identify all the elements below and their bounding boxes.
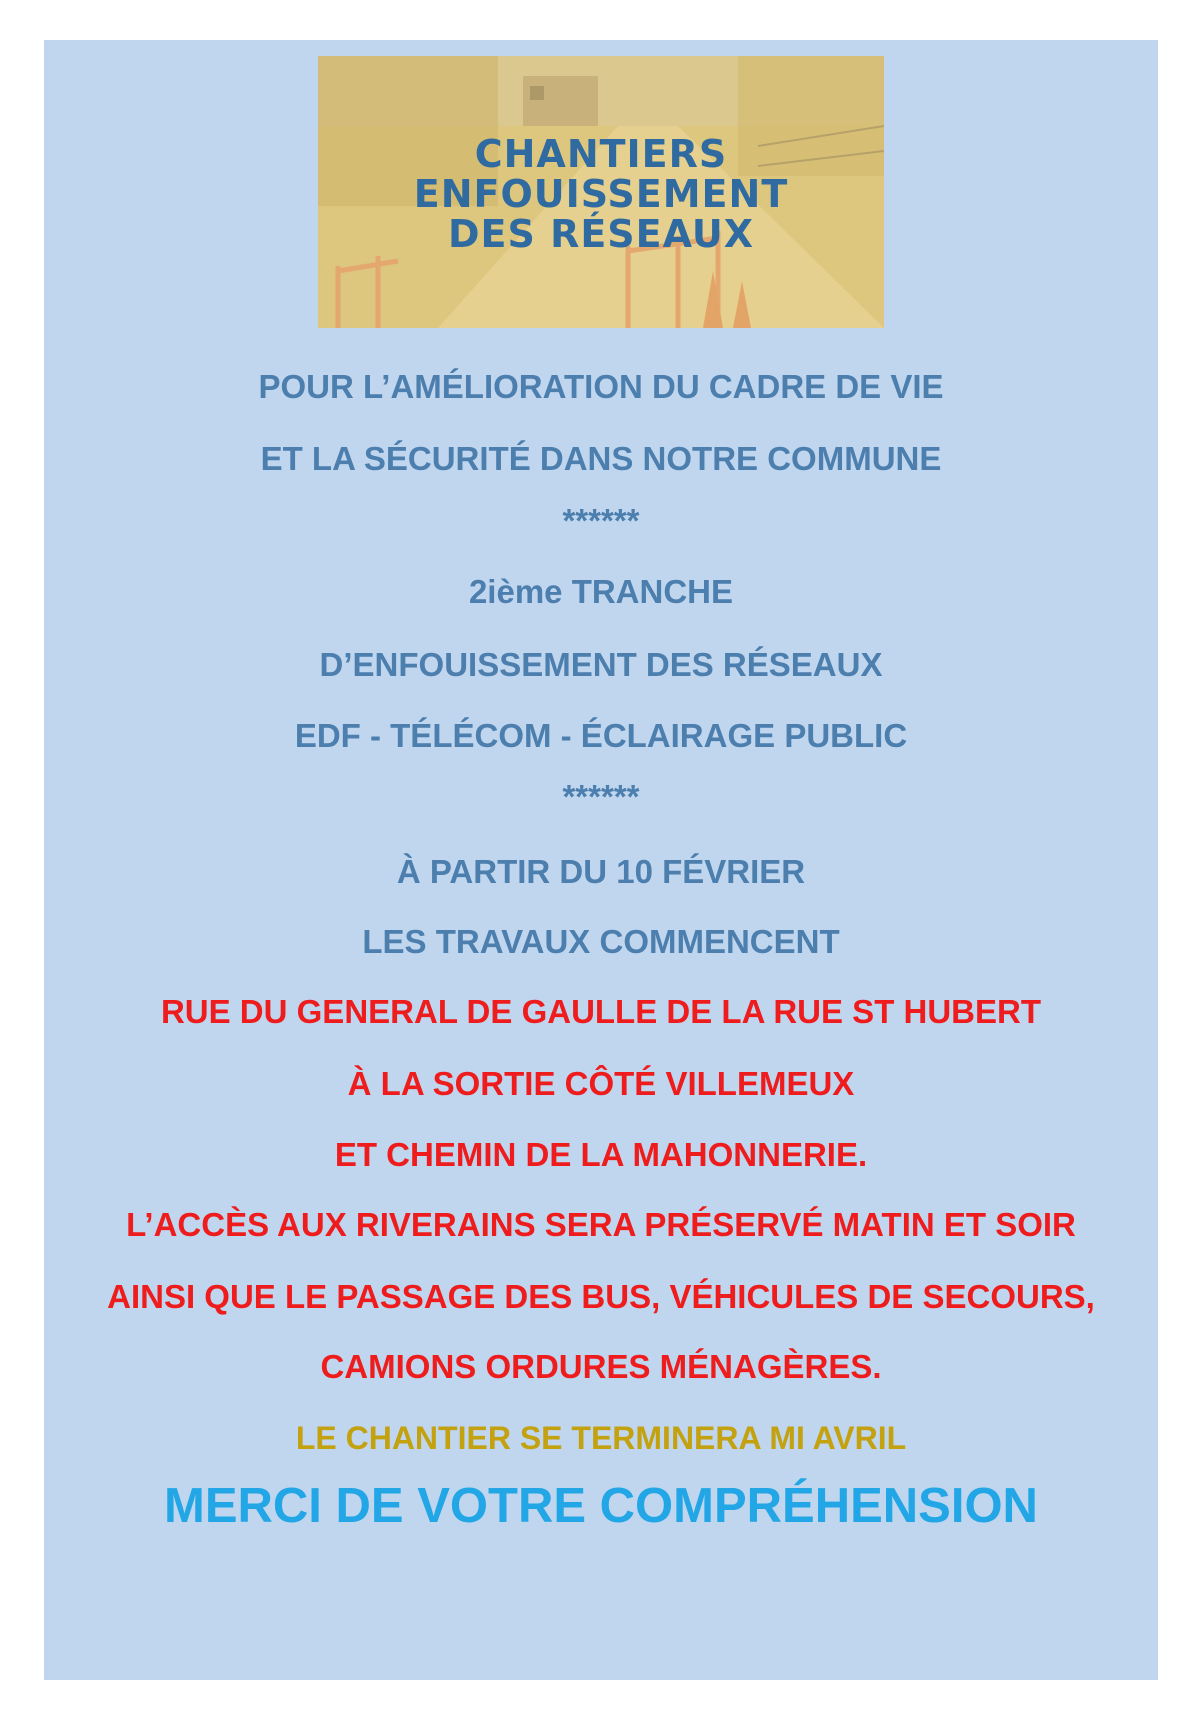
thanks-message: MERCI DE VOTRE COMPRÉHENSION [164,1479,1038,1533]
location-line-2: À LA SORTIE CÔTÉ VILLEMEUX [347,1065,855,1102]
start-date: À PARTIR DU 10 FÉVRIER [396,853,806,890]
poster-panel [44,40,1158,1680]
banner-image [318,56,884,328]
works-begin: LES TRAVAUX COMMENCENT [362,923,840,960]
banner-title-line-3: DES RÉSEAUX [447,212,755,256]
banner-title [318,134,884,254]
separator-2: ****** [562,778,640,815]
project-networks: EDF - TÉLÉCOM - ÉCLAIRAGE PUBLIC [294,717,908,754]
access-line-1: L’ACCÈS AUX RIVERAINS SERA PRÉSERVÉ MATIN ET SOIR [126,1206,1076,1243]
access-line-2: AINSI QUE LE PASSAGE DES BUS, VÉHICULES DE SECOURS, [107,1278,1095,1315]
end-date-note: LE CHANTIER SE TERMINERA MI AVRIL [295,1420,907,1456]
access-line-3: CAMIONS ORDURES MÉNAGÈRES. [320,1348,882,1385]
location-line-3: ET CHEMIN DE LA MAHONNERIE. [334,1136,868,1173]
project-tranche: 2ième TRANCHE [468,573,734,610]
separator-1: ****** [562,502,640,539]
location-line-1: RUE DU GENERAL DE GAULLE DE LA RUE ST HUBERT [160,993,1042,1030]
banner-title-line-2: ENFOUISSEMENT [413,172,789,216]
intro-line-1: POUR L’AMÉLIORATION DU CADRE DE VIE [258,368,944,405]
banner-title-line-1: CHANTIERS [474,132,728,176]
intro-line-2: ET LA SÉCURITÉ DANS NOTRE COMMUNE [260,440,942,477]
project-title: D’ENFOUISSEMENT DES RÉSEAUX [319,646,883,683]
